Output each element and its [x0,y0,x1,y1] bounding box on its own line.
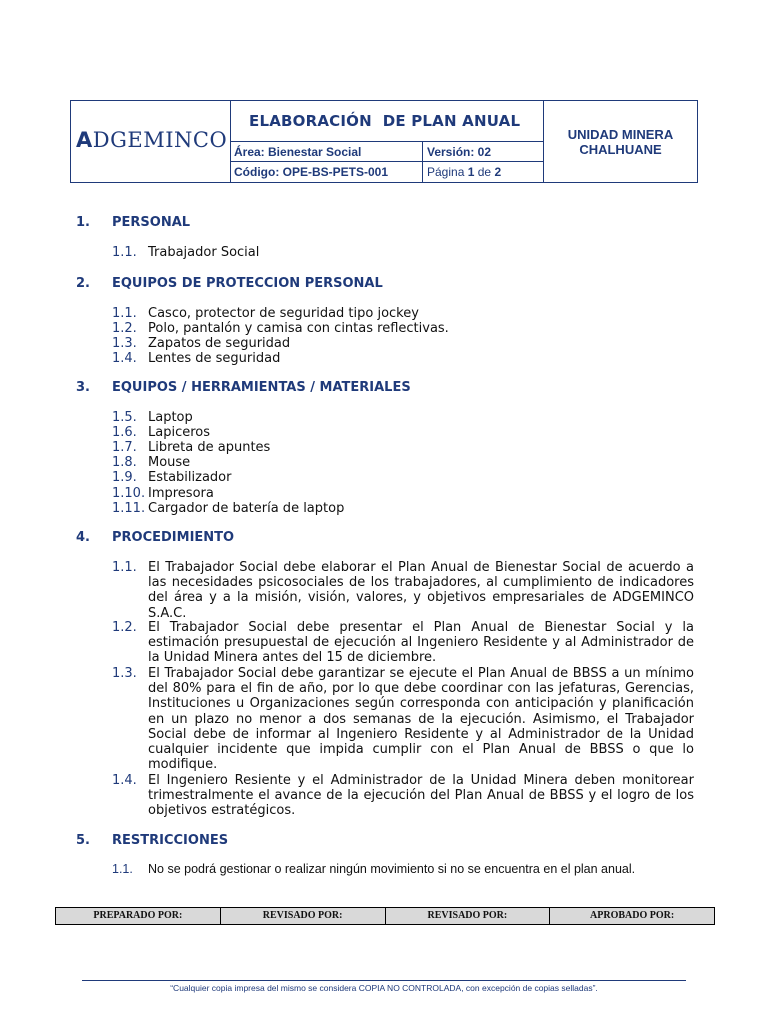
reviewed-by-cell-2: REVISADO POR: [386,908,551,924]
list-item [112,470,694,485]
section-title: PROCEDIMIENTO [112,530,235,545]
list-item [112,410,694,425]
item-number: 1.2. [112,321,137,336]
title-cell [231,101,543,142]
item-text: Casco, protector de seguridad tipo jockey [148,306,419,321]
item-text: El Trabajador Social debe presentar el Plan Anual de Bienestar Social y la estimación presupuestal de ejecución al Ingeniero Residente y al Administrador de la Unidad Minera antes del 15 de diciembre. [148,620,694,666]
version-label: Versión: 02 [427,145,492,159]
item-number: 1.11. [112,501,146,516]
item-number: 1.5. [112,410,137,425]
item-number: 1.1. [112,306,137,321]
approved-by-cell: APROBADO POR: [590,910,675,921]
item-number: 1.2. [112,620,137,635]
reviewed-by-cell: REVISADO POR: [221,908,386,924]
list-item [112,440,694,455]
section-number: 3. [76,380,90,395]
item-text: Cargador de batería de laptop [148,501,345,516]
item-number: 1.1. [112,560,137,575]
item-text: Libreta de apuntes [148,440,271,455]
item-text: El Trabajador Social debe elaborar el Plan Anual de Bienestar Social de acuerdo a las necesidades psicosociales de los trabajadores, al cumplimiento de indicadores del área y a la misión, visión, valores, y objetivos empresariales de ADGEMINCO S.A.C. [148,560,694,621]
meta-row-code [231,162,543,182]
section-heading [76,380,411,395]
area-label: Área: Bienestar Social [231,142,423,161]
item-text: Mouse [148,455,191,470]
item-text: Polo, pantalón y camisa con cintas reflectivas. [148,321,449,336]
item-number: 1.1. [112,862,133,876]
footer-notice: “Cualquier copia impresa del mismo se considera COPIA NO CONTROLADA, con excepción de copias selladas”. [170,983,598,993]
section-title: EQUIPOS / HERRAMIENTAS / MATERIALES [112,380,411,395]
item-number: 1.6. [112,425,137,440]
section-heading [76,215,190,230]
list-item [112,620,694,666]
section-number: 1. [76,215,90,230]
item-number: 1.9. [112,470,137,485]
signature-table [55,907,715,925]
document-header [70,100,698,183]
page-indicator [427,165,501,179]
section-number: 2. [76,276,90,291]
prepared-by-cell: PREPARADO POR: [56,908,221,924]
list-item [112,666,694,772]
item-text: No se podrá gestionar o realizar ningún movimiento si no se encuentra en el plan anual. [148,862,636,876]
page-total: 2 [494,165,502,179]
list-item [112,862,694,877]
list-item [112,336,694,351]
item-text: Impresora [148,486,214,501]
item-text: Lapiceros [148,425,211,440]
item-number: 1.7. [112,440,137,455]
list-item [112,425,694,440]
page-current: 1 [467,165,475,179]
unit-line-2: CHALHUANE [579,142,662,157]
item-number: 1.4. [112,773,137,788]
section-heading [76,833,228,848]
mining-unit-name [544,127,697,157]
item-number: 1.3. [112,666,137,681]
item-number: 1.1. [112,245,137,260]
item-text: Trabajador Social [148,245,260,260]
item-text: Zapatos de seguridad [148,336,291,351]
unit-cell [543,101,697,182]
section-number: 5. [76,833,90,848]
list-item [112,560,694,621]
item-number: 1.10. [112,486,146,501]
logo-text: DGEMINCO [92,128,228,152]
logo-mark: A [76,128,93,152]
item-text: Laptop [148,410,193,425]
item-text: El Trabajador Social debe garantizar se ejecute el Plan Anual de BBSS a un mínimo del 80% para el fin de año, por lo que debe coordinar con las jefaturas, Gerencias, Instituciones u Organizaciones según corresponda con anticipación y planificación en un plazo no menor a dos semanas de la ejecución. Asimismo, el Trabajador Social debe de informar al Ingeniero Residente y al Administrador de la Unidad cualquier incidente que impida cumplir con el Plan Anual de BBSS o que lo modifique. [148,666,694,773]
section-heading [76,276,383,291]
page-label: Página [427,165,465,179]
item-text: Lentes de seguridad [148,351,281,366]
list-item [112,321,694,336]
item-number: 1.8. [112,455,137,470]
footer-divider [82,980,686,981]
company-logo [76,128,227,152]
section-heading [76,530,234,545]
unit-line-1: UNIDAD MINERA [567,127,674,142]
list-item [112,773,694,819]
document-title: ELABORACIÓN DE PLAN ANUAL [249,112,521,130]
item-text: El Ingeniero Resiente y el Administrador de la Unidad Minera deben monitorear trimestralmente el avance de la ejecución del Plan Anual de BBSS y el logro de los objetivos estratégicos. [148,773,694,819]
logo-cell [71,101,231,182]
item-number: 1.3. [112,336,137,351]
section-title: EQUIPOS DE PROTECCION PERSONAL [112,276,383,291]
item-text: Estabilizador [148,470,232,485]
section-title: PERSONAL [112,215,191,230]
page-of: de [477,165,492,179]
list-item [112,245,694,260]
section-number: 4. [76,530,90,545]
item-number: 1.4. [112,351,137,366]
list-item [112,351,694,366]
meta-row-area [231,142,543,162]
list-item [112,306,694,321]
section-title: RESTRICCIONES [112,833,229,848]
list-item [112,501,694,516]
code-label: Código: OPE-BS-PETS-001 [231,162,423,182]
list-item [112,486,694,501]
list-item [112,455,694,470]
